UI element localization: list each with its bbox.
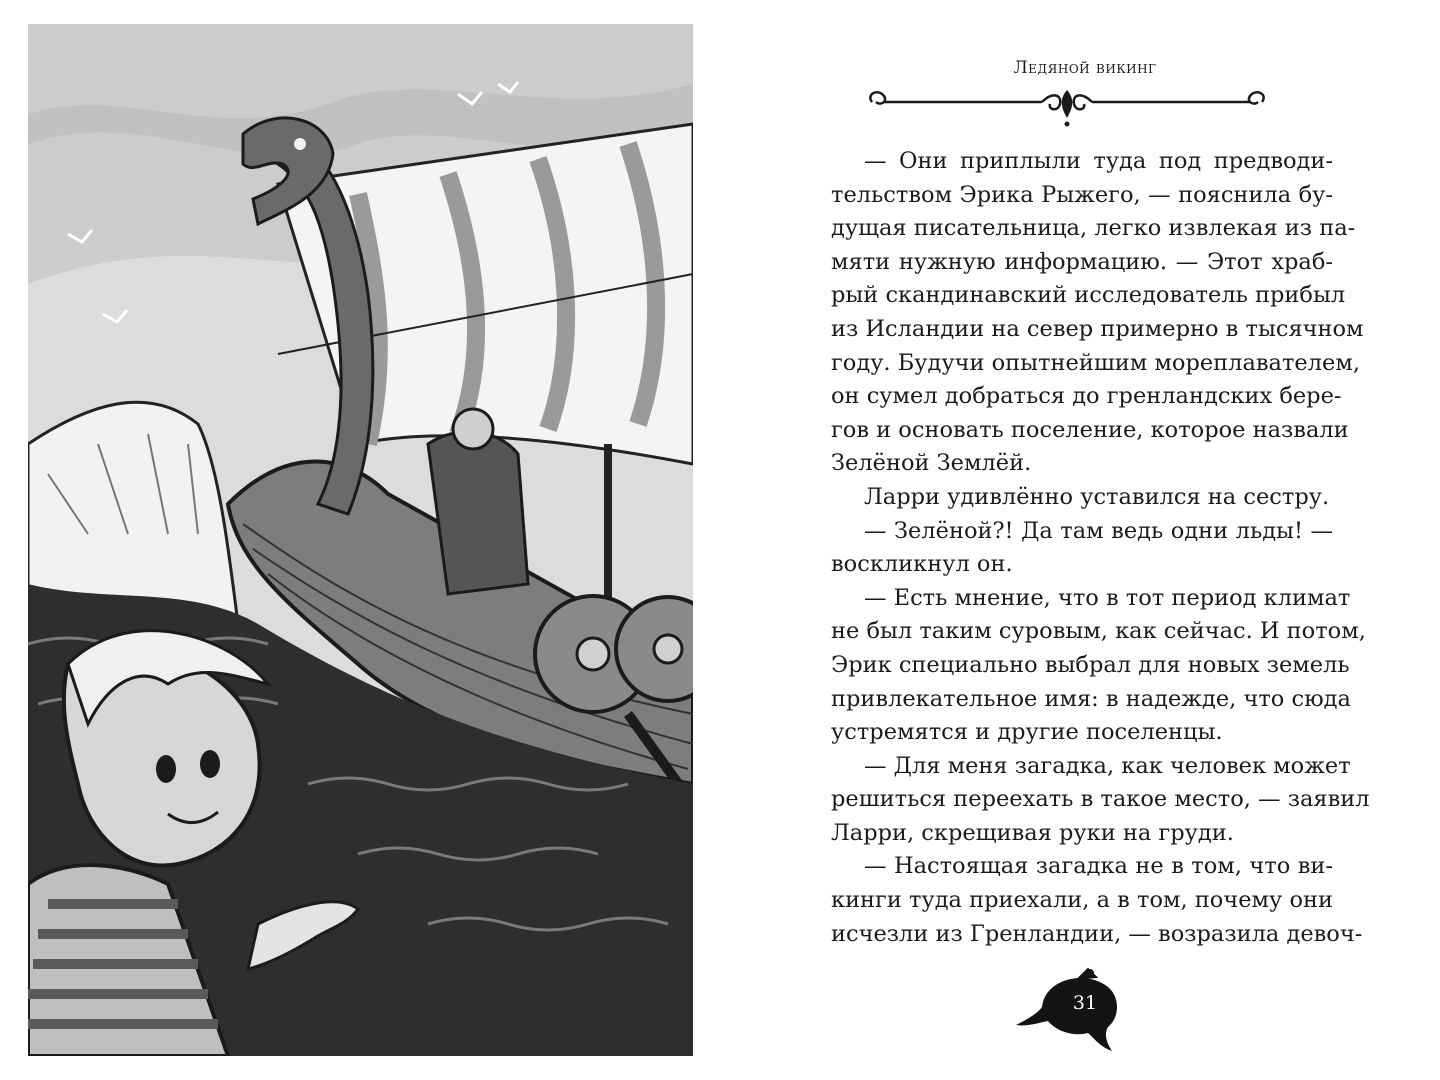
text-line: не был таким суровым, как сейчас. И потом, — [831, 618, 1366, 645]
text-line: гов и основать поселение, которое назвали — [831, 416, 1349, 443]
viking-helmet-icon — [453, 409, 493, 449]
text-line: — Настоящая загадка не в том, что ви- — [864, 853, 1333, 880]
text-line: дущая писательница, легко извлекая из па- — [831, 215, 1356, 242]
text-line: рый скандинавский исследователь прибыл — [831, 282, 1346, 309]
text-line: решиться переехать в такое место, — заявил — [831, 786, 1370, 813]
text-line: тельством Эрика Рыжего, — пояснила бу- — [831, 181, 1333, 208]
text-line: Ларри удивлённо уставился на сестру. — [864, 483, 1330, 510]
header-ornament-icon — [862, 84, 1272, 134]
text-line: исчезли из Гренландии, — возразила девоч- — [831, 920, 1363, 947]
text-line: привлекательное имя: в надежде, что сюда — [831, 685, 1351, 712]
text-page — [800, 0, 1440, 1080]
page-number: 31 — [1072, 992, 1098, 1014]
text-line: Зелёной Землёй. — [831, 450, 1032, 477]
text-line: Эрик специально выбрал для новых земель — [831, 651, 1350, 678]
text-line: — Есть мнение, что в тот период климат — [864, 584, 1351, 611]
viking-longship-illustration — [28, 24, 693, 1056]
text-line: воскликнул он. — [831, 551, 1013, 578]
page-number-badge — [1008, 965, 1128, 1055]
text-line: мяти нужную информацию. — Этот храб- — [831, 248, 1333, 275]
text-line: устремятся и другие поселенцы. — [831, 719, 1223, 746]
text-line: он сумел добраться до гренландских бере- — [831, 383, 1342, 410]
text-line: — Они приплыли туда под предводи- — [864, 148, 1333, 174]
text-line: — Для меня загадка, как человек может — [864, 752, 1351, 779]
text-line: кинги туда приехали, а в том, почему они — [831, 887, 1333, 914]
running-title: Ледяной викинг — [1013, 58, 1157, 78]
body-text — [831, 145, 1370, 951]
text-line: из Исландии на север примерно в тысячном — [831, 315, 1364, 342]
text-line: году. Будучи опытнейшим мореплавателем, — [831, 349, 1360, 376]
illustration-svg — [28, 24, 693, 1056]
text-line: — Зелёной?! Да там ведь одни льды! — — [864, 517, 1333, 544]
text-line: Ларри, скрещивая руки на груди. — [831, 819, 1234, 846]
